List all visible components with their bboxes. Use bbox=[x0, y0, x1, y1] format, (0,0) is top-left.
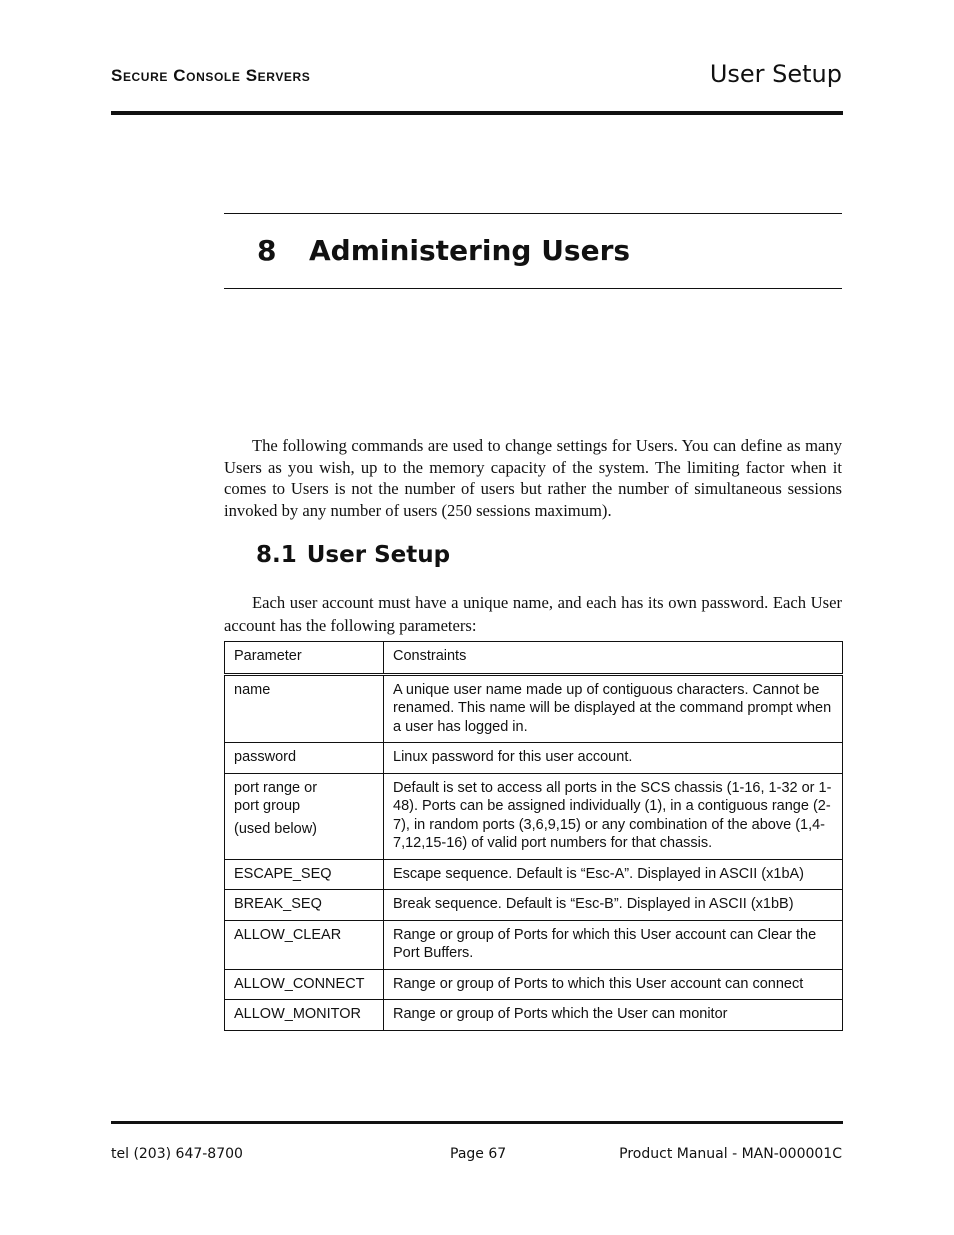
parameter-cell: BREAK_SEQ bbox=[225, 890, 384, 921]
header-rule bbox=[111, 111, 843, 115]
footer-rule bbox=[111, 1121, 843, 1124]
footer-phone: tel (203) 647-8700 bbox=[111, 1146, 243, 1162]
section-title bbox=[256, 542, 450, 568]
section-title-text: User Setup bbox=[306, 542, 451, 568]
table-row bbox=[225, 743, 843, 774]
table-row bbox=[225, 969, 843, 1000]
parameter-line: port range or bbox=[234, 779, 318, 796]
chapter-title-text: Administering Users bbox=[309, 234, 631, 267]
section-paragraph-text: Each user account must have a unique name, and each has its own password. Each User account has the following parameters: bbox=[224, 593, 842, 635]
parameter-cell: ALLOW_CLEAR bbox=[225, 920, 384, 969]
constraint-cell: Escape sequence. Default is “Esc-A”. Displayed in ASCII (x1bA) bbox=[384, 859, 843, 890]
table-row bbox=[225, 859, 843, 890]
constraint-cell: Linux password for this user account. bbox=[384, 743, 843, 774]
parameter-cell: ESCAPE_SEQ bbox=[225, 859, 384, 890]
chapter-title bbox=[257, 234, 630, 267]
running-header-right: User Setup bbox=[709, 60, 842, 88]
parameter-cell: ALLOW_CONNECT bbox=[225, 969, 384, 1000]
parameter-cell: ALLOW_MONITOR bbox=[225, 1000, 384, 1031]
footer-manual-id: Product Manual - MAN-000001C bbox=[619, 1146, 842, 1162]
intro-paragraph bbox=[224, 435, 842, 522]
constraint-cell: Range or group of Ports for which this User account can Clear the Port Buffers. bbox=[384, 920, 843, 969]
constraint-cell: Default is set to access all ports in the SCS chassis (1-16, 1-32 or 1-48). Ports can be assigned individually (1), in a contiguous range (2-7), in random ports (3,6,9,15) or any combination of the above (1,4-7,12,15-16) of valid port numbers for that chassis. bbox=[384, 773, 843, 859]
chapter-rule-bottom bbox=[224, 288, 842, 289]
table-row bbox=[225, 674, 843, 743]
parameter-line: port group bbox=[234, 798, 301, 814]
constraint-cell: Range or group of Ports which the User can monitor bbox=[384, 1000, 843, 1031]
section-paragraph bbox=[224, 591, 842, 637]
chapter-rule-top bbox=[224, 213, 842, 214]
parameter-line-note: (used below) bbox=[234, 820, 318, 837]
footer-page-number: Page 67 bbox=[450, 1146, 507, 1162]
table-header-parameter: Parameter bbox=[225, 642, 384, 675]
constraint-cell: Break sequence. Default is “Esc-B”. Displayed in ASCII (x1bB) bbox=[384, 890, 843, 921]
parameter-cell: name bbox=[225, 674, 384, 743]
table-header-row bbox=[225, 642, 843, 675]
table-row bbox=[225, 920, 843, 969]
table-row bbox=[225, 890, 843, 921]
constraint-cell: A unique user name made up of contiguous characters. Cannot be renamed. This name will be displayed at the command prompt when a user has logged in. bbox=[384, 674, 843, 743]
intro-paragraph-text: The following commands are used to change settings for Users. You can define as many Users as you wish, up to the memory capacity of the system. The limiting factor when it comes to Users is not the number of users but rather the number of simultaneous sessions invoked by any number of users (250 sessions maximum). bbox=[224, 436, 842, 521]
table-row bbox=[225, 773, 843, 859]
table-row bbox=[225, 1000, 843, 1031]
running-header-left: Secure Console Servers bbox=[111, 66, 311, 85]
parameter-cell: password bbox=[225, 743, 384, 774]
parameter-cell bbox=[225, 773, 384, 859]
constraint-cell: Range or group of Ports to which this User account can connect bbox=[384, 969, 843, 1000]
section-number: 8.1 bbox=[256, 542, 297, 568]
table-header-constraints: Constraints bbox=[384, 642, 843, 675]
parameter-table bbox=[224, 641, 843, 1031]
chapter-number: 8 bbox=[257, 234, 277, 267]
